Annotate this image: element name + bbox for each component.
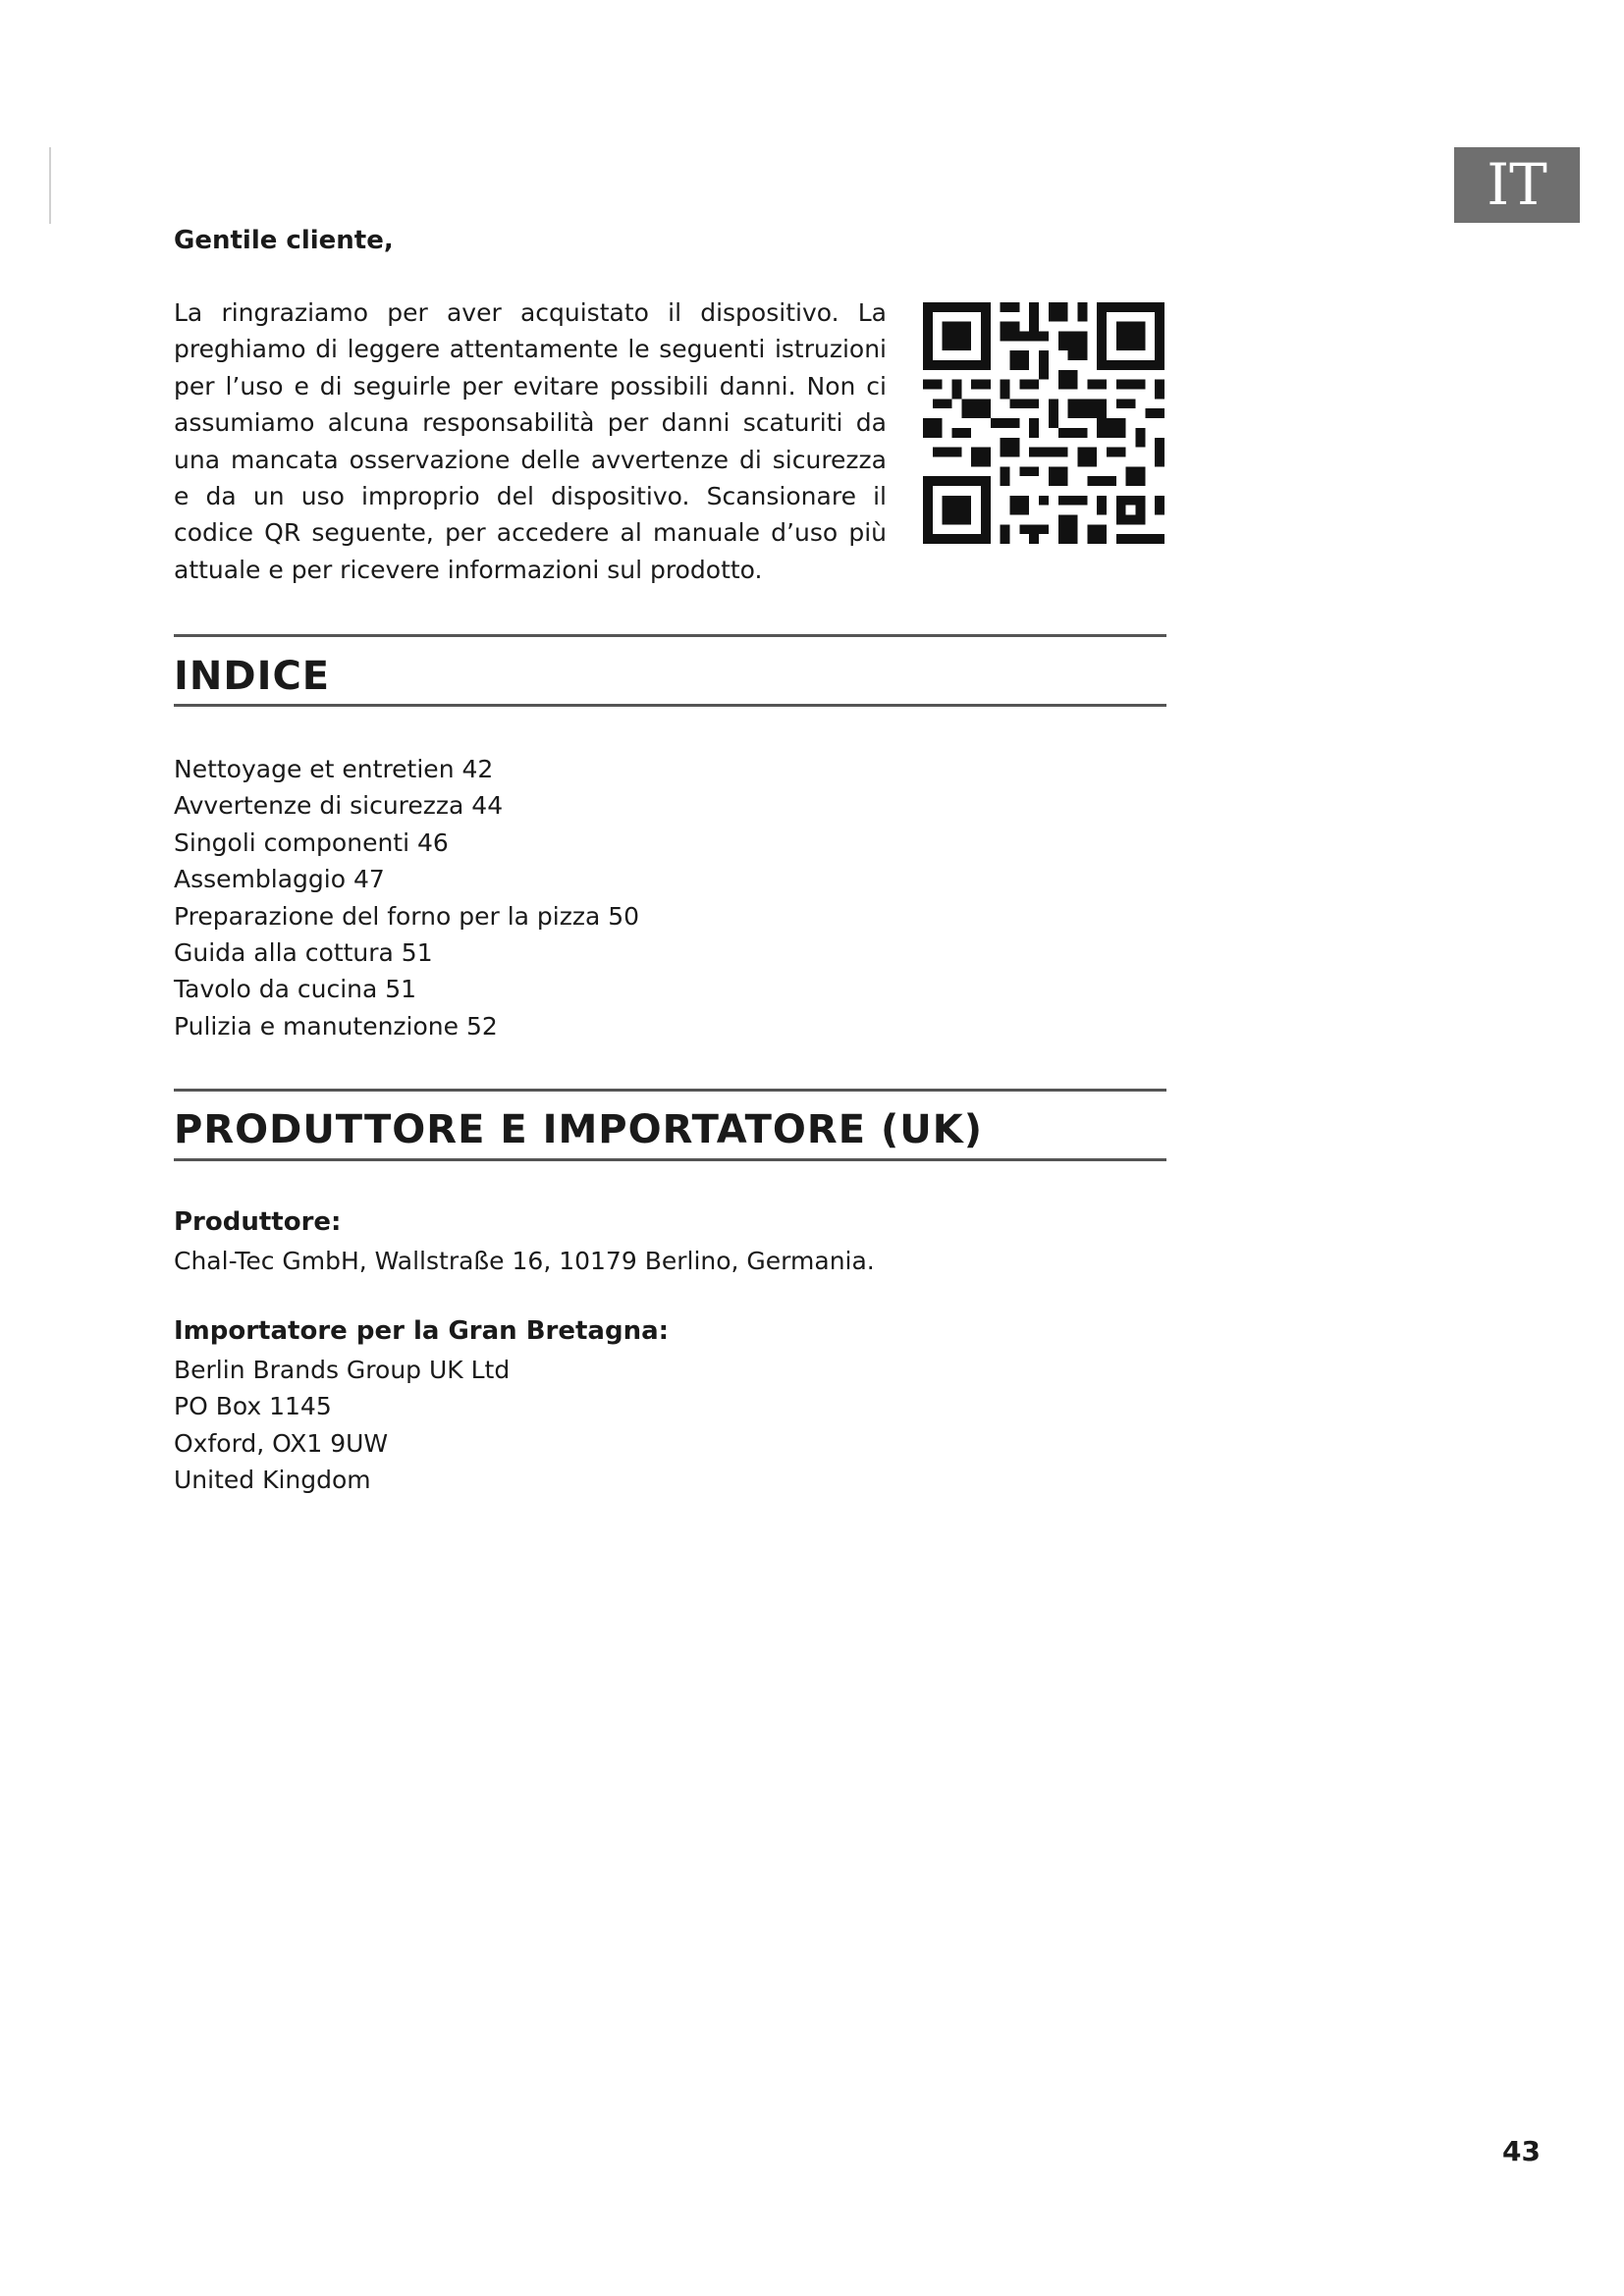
importer-address bbox=[174, 1352, 510, 1499]
producer-address: Chal-Tec GmbH, Wallstraße 16, 10179 Berlino, Germania. bbox=[174, 1247, 875, 1275]
language-tab: IT bbox=[1454, 147, 1580, 223]
toc-item: Tavolo da cucina 51 bbox=[174, 975, 417, 1004]
manufacturer-title: PRODUTTORE E IMPORTATORE (UK) bbox=[174, 1107, 984, 1152]
toc-item: Pulizia e manutenzione 52 bbox=[174, 1011, 498, 1041]
toc-item: Guida alla cottura 51 bbox=[174, 938, 433, 968]
toc-item: Nettoyage et entretien 42 bbox=[174, 755, 494, 783]
intro-paragraph: La ringraziamo per aver acquistato il dispositivo. La preghiamo di leggere attentamente le seguenti istruzioni per l’uso e di seguirle per evitare possibili danni. Non ci assumiamo alcuna responsabilità per danni scaturiti da una mancata osservazione delle avvertenze di sicurezza e da un uso improprio del dispositivo. Scansionare il codice QR seguente, per accedere al manuale d’uso più attuale e per ricevere informazioni sul prodotto. bbox=[174, 298, 887, 584]
importer-line: United Kingdom bbox=[174, 1466, 371, 1495]
toc-list bbox=[174, 751, 639, 1044]
qr-code-image bbox=[923, 302, 1164, 544]
greeting: Gentile cliente, bbox=[174, 226, 394, 255]
producer-label: Produttore: bbox=[174, 1207, 342, 1237]
rule-toc-bottom bbox=[174, 704, 1166, 707]
margin-line bbox=[49, 147, 51, 224]
importer-line: Oxford, OX1 9UW bbox=[174, 1428, 389, 1458]
importer-label: Importatore per la Gran Bretagna: bbox=[174, 1316, 670, 1346]
importer-line: Berlin Brands Group UK Ltd bbox=[174, 1356, 511, 1384]
toc-item: Avvertenze di sicurezza 44 bbox=[174, 791, 504, 821]
toc-item: Assemblaggio 47 bbox=[174, 865, 385, 894]
rule-manufacturer-bottom bbox=[174, 1158, 1166, 1161]
toc-item: Preparazione del forno per la pizza 50 bbox=[174, 901, 640, 931]
page-number: 43 bbox=[1502, 2135, 1541, 2167]
toc-item: Singoli componenti 46 bbox=[174, 828, 449, 857]
rule-manufacturer-top bbox=[174, 1089, 1166, 1092]
rule-toc-top bbox=[174, 634, 1166, 637]
importer-line: PO Box 1145 bbox=[174, 1392, 332, 1421]
toc-title: INDICE bbox=[174, 654, 331, 699]
